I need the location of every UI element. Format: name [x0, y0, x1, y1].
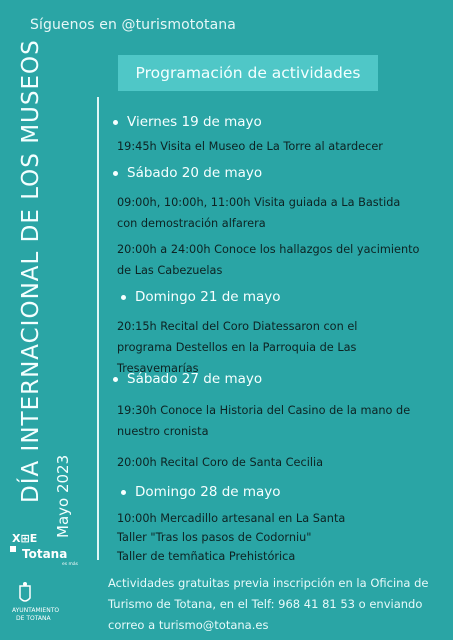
bullet-icon	[113, 171, 118, 176]
social-handle: Síguenos en @turismototana	[30, 17, 236, 33]
day-heading: Domingo 28 de mayo	[121, 484, 281, 500]
event-item: Taller "Tras los pasos de Codorniu"	[117, 531, 312, 544]
divider-line	[97, 97, 99, 560]
day-heading: Sábado 27 de mayo	[113, 371, 262, 387]
event-item: 20:00h a 24:00h Conoce los hallazgos del yacimiento de Las Cabezuelas	[117, 243, 420, 277]
council-crest-logo	[10, 582, 90, 636]
svg-text:X⊞E: X⊞E	[12, 532, 38, 545]
bullet-icon	[113, 120, 118, 125]
svg-text:AYUNTAMIENTO: AYUNTAMIENTO	[12, 607, 60, 614]
day-heading: Viernes 19 de mayo	[113, 114, 262, 130]
svg-text:DE TOTANA: DE TOTANA	[16, 615, 51, 622]
event-item: Taller de temñatica Prehistórica	[117, 550, 296, 563]
event-item: 20:00h Recital Coro de Santa Cecilia	[117, 456, 324, 469]
event-item: 20:15h Recital del Coro Diatessaron con el programa Destellos en la Parroquia de Las Tresavemarías	[117, 320, 358, 375]
event-item: 19:30h Conoce la Historia del Casino de la mano de nuestro cronista	[117, 404, 411, 438]
svg-text:Totana: Totana	[22, 547, 68, 561]
program-header: Programación de actividades	[118, 55, 378, 91]
event-item: 10:00h Mercadillo artesanal en La Santa	[117, 512, 346, 525]
side-title-block	[18, 39, 72, 538]
totana-brand-logo	[10, 528, 90, 568]
side-year: Mayo 2023	[54, 454, 72, 538]
day-heading: Sábado 20 de mayo	[113, 165, 262, 181]
event-item: 19:45h Visita el Museo de La Torre al atardecer	[117, 140, 383, 153]
bullet-icon	[121, 295, 126, 300]
footer-note: Actividades gratuitas previa inscripción en la Oficina de Turismo de Totana, en el Telf: 968 41 81 53 o enviando correo a turismo@totana.es	[108, 576, 429, 632]
bullet-icon	[113, 377, 118, 382]
svg-text:es más: es más	[62, 562, 79, 567]
day-heading: Domingo 21 de mayo	[121, 289, 281, 305]
event-item: 09:00h, 10:00h, 11:00h Visita guiada a La Bastida con demostración alfarera	[117, 196, 401, 230]
side-title: DÍA INTERNACIONAL DE LOS MUSEOS	[18, 39, 44, 503]
bullet-icon	[121, 490, 126, 495]
